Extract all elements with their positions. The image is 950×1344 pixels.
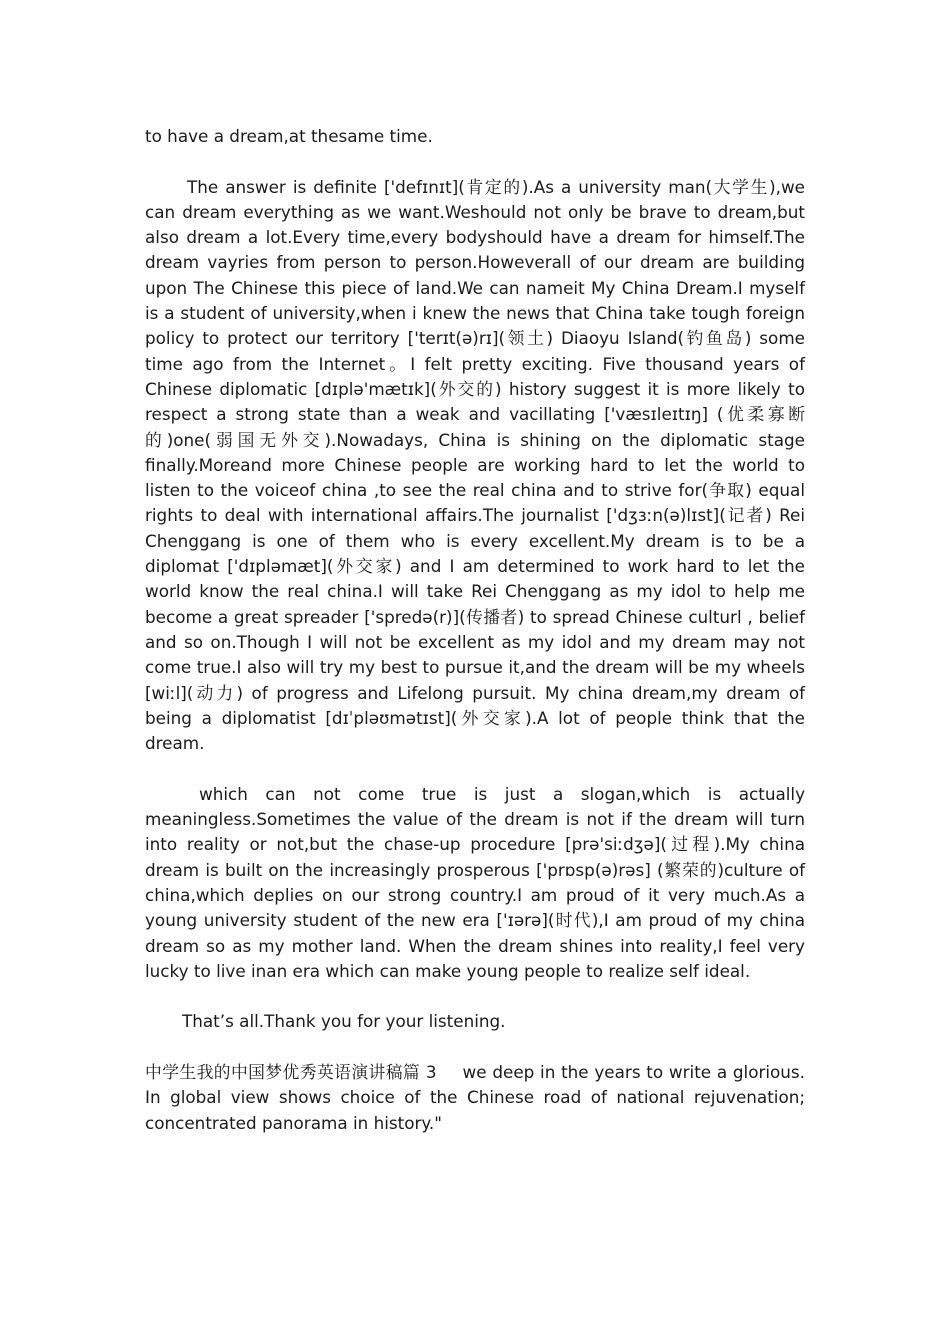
paragraph-2: The answer is definite ['defɪnɪt](肯定的).As a university man(大学生),we can dream everything as we want.Weshould not only be brave to dream,but also dream a lot.Every time,every bodyshould have a dream for himself.The dream vayries from person to person.Howeverall of our dream are building upon The Chinese this piece of land.We can nameit My China Dream.I myself is a student of university,when i knew the news that China take tough foreign policy to protect our territory ['terɪt(ə)rɪ](领土) Diaoyu Island(钓鱼岛) some time ago from the Internet。I felt pretty exciting. Five thousand years of Chinese diplomatic [dɪplə'mætɪk](外交的) history suggest it is more likely to respect a strong state than a weak and vacillating ['væsɪleɪtɪŋ] (优柔寡断的)one(弱国无外交).Nowadays, China is shining on the diplomatic stage finally.Moreand more Chinese people are working hard to let the world to listen to the voiceof china ,to see the real china and to strive for(争取) equal rights to deal with international affairs.The journalist ['dʒɜːn(ə)lɪst](记者) Rei Chenggang is one of them who is every excellent.My dream is to be a diplomat ['dɪpləmæt](外交家) and I am determined to work hard to let the world know the real china.I will take Rei Chenggang as my idol to help me become a great spreader ['spredə(r)](传播者) to spread Chinese culturl , belief and so on.Though I will not be excellent as my idol and my dream may not come true.I also will try my best to pursue it,and the dream will be my wheels [wiːl](动力) of progress and Lifelong pursuit. My china dream,my dream of being a diplomatist [dɪˈpləʊmətɪst](外交家).A lot of people think that the dream. — [145, 176, 805, 754]
paragraph-gap — [145, 149, 805, 174]
paragraph-4: That’s all.Thank you for your listening. — [182, 1011, 506, 1032]
paragraph-gap — [145, 1035, 805, 1060]
document-body — [145, 124, 805, 1136]
paragraph-5-body: we deep in the years to write a glorious. In global view shows choice of the Chinese road of national rejuvenation; concentrated panorama in history." — [145, 1061, 805, 1133]
paragraph-gap — [145, 984, 805, 1009]
paragraph-5 — [145, 1060, 805, 1136]
paragraph-gap — [145, 756, 805, 781]
section-heading: 中学生我的中国梦优秀英语演讲稿篇 3 — [145, 1061, 437, 1082]
paragraph-3: which can not come true is just a slogan,which is actually meaningless.Sometimes the value of the dream is not if the dream will turn into reality or not,but the chase-up procedure [prə'siːdʒə](过程).My china dream is built on the increasingly prosperous ['prɒsp(ə)rəs] (繁荣的)culture of china,which deplies on our strong country.I am proud of it very much.As a young university student of the new era ['ɪərə](时代),I am proud of my china dream so as my mother land. When the dream shines into reality,I feel very lucky to live inan era which can make young people to realize self ideal. — [145, 783, 805, 981]
paragraph-1: to have a dream,at thesame time. — [145, 126, 433, 146]
